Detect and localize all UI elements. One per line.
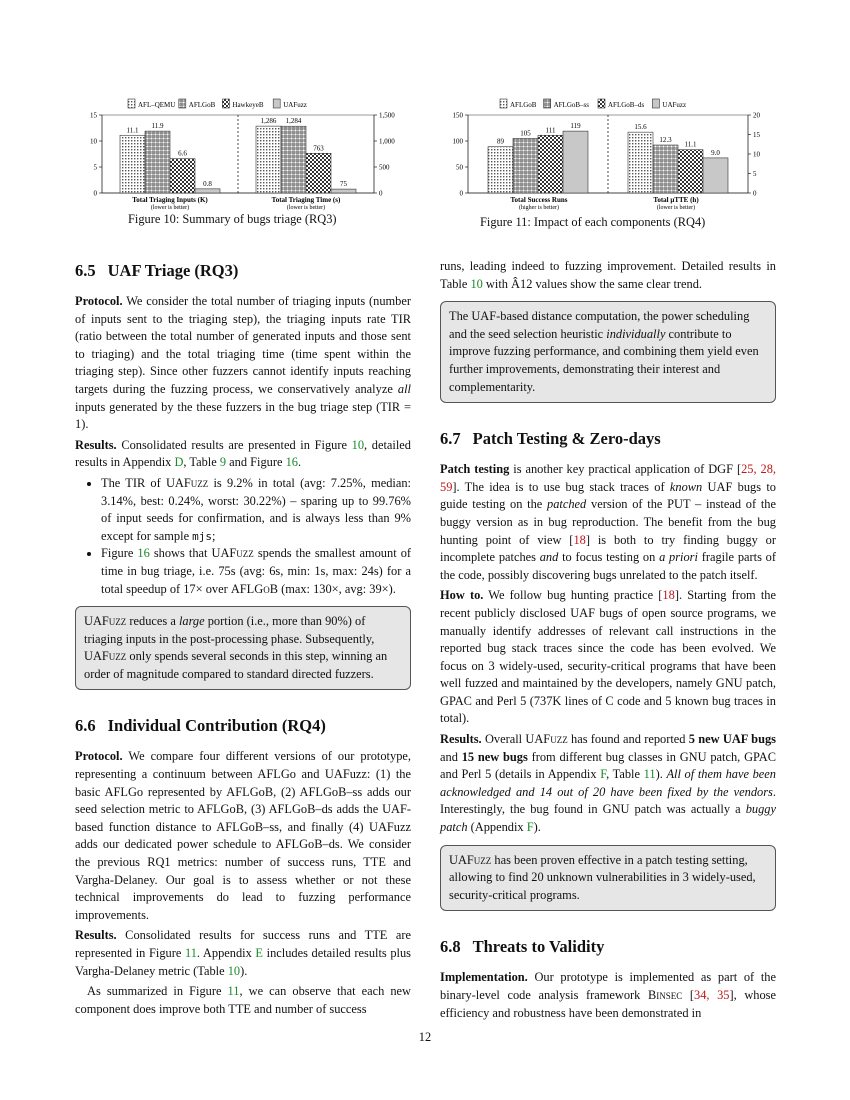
bar bbox=[306, 153, 331, 193]
citation-link[interactable]: 18 bbox=[662, 588, 675, 603]
bar-value-label: 1,286 bbox=[260, 117, 277, 126]
figure-10-caption: Figure 10: Summary of bugs triage (RQ3) bbox=[128, 212, 337, 226]
bar-value-label: 12.3 bbox=[659, 136, 672, 145]
table-link[interactable]: 10 bbox=[470, 276, 483, 291]
bold-text: 15 new bugs bbox=[461, 749, 528, 764]
text: . Interestingly, the bug found in GNU patch was actually a bbox=[440, 784, 776, 817]
emphasis: All of them have been acknowledged and 14 out of 20 have been fixed by the vendors bbox=[440, 767, 776, 799]
text: . bbox=[297, 455, 302, 470]
text: , Table bbox=[183, 455, 220, 470]
legend-swatch bbox=[544, 99, 551, 108]
right-tick-label: 5 bbox=[753, 170, 757, 178]
bar-value-label: 105 bbox=[520, 129, 531, 138]
right-tick-label: 20 bbox=[753, 111, 760, 120]
tool-name: AFLGoB bbox=[230, 581, 278, 596]
citation-link[interactable]: 18 bbox=[573, 532, 586, 547]
emphasis: patched bbox=[547, 497, 587, 512]
bar-value-label: 119 bbox=[570, 122, 581, 131]
text: Consolidated results are presented in Figure bbox=[116, 437, 352, 452]
figure-11-group1-label: Total Success Runs bbox=[510, 196, 568, 204]
emphasis: and bbox=[539, 550, 559, 565]
text: is another key practical application of DGF [ bbox=[509, 462, 742, 477]
right-column bbox=[440, 258, 776, 1025]
run-in-label: Results. bbox=[75, 437, 117, 452]
legend-swatch bbox=[273, 99, 280, 108]
text: We consider the total number of triaging inputs (number of inputs sent to the triaging step), the triaging inputs rate TIR (ratio between the total number of generated inputs and those sent to triaging) and the total triaging time (time spent within the triaging step). Since other fuzzers cannot identify inputs reaching targets during the fuzzing process, we conservatively analyze bbox=[75, 294, 411, 396]
left-tick-label: 150 bbox=[452, 111, 463, 120]
right-tick-label: 1,000 bbox=[379, 137, 395, 146]
left-tick-label: 0 bbox=[93, 189, 97, 198]
run-in-label: Results. bbox=[440, 732, 482, 747]
table-link[interactable]: 9 bbox=[219, 455, 227, 470]
bar bbox=[145, 131, 170, 193]
text: from different bug classes in GNU patch, GPAC and Perl 5 (details in Appendix bbox=[440, 749, 776, 782]
bar-value-label: 75 bbox=[340, 180, 347, 189]
list-item bbox=[101, 545, 411, 598]
text: has been proven effective in a patch testing setting, allowing to find 20 unknown vulnerabilities in 3 widely-used, security-critical programs. bbox=[449, 852, 756, 902]
bar-value-label: 15.6 bbox=[634, 123, 647, 132]
figure-10-legend bbox=[128, 99, 307, 109]
run-in-label: How to. bbox=[440, 588, 484, 603]
legend-label: UAFuzz bbox=[662, 101, 687, 109]
left-tick-label: 100 bbox=[452, 137, 463, 146]
bar-value-label: 763 bbox=[313, 144, 324, 153]
section-6-8-heading bbox=[440, 937, 776, 957]
legend-swatch bbox=[222, 99, 229, 108]
bar-value-label: 11.1 bbox=[126, 126, 139, 135]
legend-swatch bbox=[652, 99, 659, 108]
left-tick-label: 0 bbox=[459, 189, 463, 198]
tool-name: UAFuzz bbox=[84, 614, 127, 629]
text: has found and reported bbox=[567, 732, 689, 747]
figure-11-group2-label: Total μTTE (h) bbox=[653, 196, 699, 204]
run-in-label: Results. bbox=[75, 928, 117, 943]
text: (max: 130×, avg: 39×). bbox=[277, 581, 396, 596]
table-link[interactable]: 11 bbox=[643, 767, 656, 782]
appendix-link[interactable]: E bbox=[255, 946, 263, 960]
emphasis: known bbox=[669, 479, 703, 494]
bar bbox=[653, 145, 678, 193]
text: UAF bugs to guide testing on the bbox=[440, 479, 776, 512]
legend-label: AFLGoB bbox=[188, 101, 216, 109]
tool-name: UAFuzz bbox=[449, 852, 492, 867]
figure-11-group2-sub: (lower is better) bbox=[656, 205, 696, 211]
bar bbox=[628, 132, 653, 193]
section-6-5-heading bbox=[75, 261, 411, 281]
text: We follow bug hunting practice [ bbox=[483, 588, 663, 603]
appendix-link[interactable]: D bbox=[174, 455, 184, 470]
legend-swatch bbox=[598, 99, 605, 108]
figure-link[interactable]: 16 bbox=[285, 455, 298, 470]
figure-11-chart bbox=[440, 95, 780, 215]
figure-link[interactable]: 11 bbox=[184, 946, 197, 960]
text: (Appendix bbox=[467, 820, 527, 835]
citation-link[interactable]: 25, 28, 59 bbox=[440, 462, 776, 494]
bar bbox=[256, 126, 281, 193]
text: , we can observe that each new component does improve both TTE and number of success bbox=[75, 984, 411, 1016]
bar bbox=[120, 135, 145, 193]
run-in-label: Implementation. bbox=[440, 970, 528, 985]
legend-swatch bbox=[179, 99, 186, 108]
left-tick-label: 15 bbox=[90, 111, 97, 120]
emphasis: individually bbox=[606, 326, 666, 341]
text: reduces a bbox=[126, 614, 179, 629]
bar bbox=[513, 138, 538, 193]
text: Consolidated results for success runs and TTE are represented in Figure bbox=[75, 928, 411, 960]
figure-link[interactable]: 10 bbox=[351, 437, 365, 452]
paragraph bbox=[75, 927, 411, 980]
text: ]. The idea is to use bug stack traces of bbox=[452, 479, 670, 494]
citation-link[interactable]: 34, 35 bbox=[694, 988, 730, 1002]
text: and Figure bbox=[226, 455, 286, 470]
figure-10-group1-sub: (lower is better) bbox=[150, 205, 190, 211]
text: ). bbox=[533, 820, 541, 835]
text: ; bbox=[212, 528, 216, 543]
text: includes detailed results plus Vargha-Delaney metric (Table bbox=[75, 946, 411, 978]
appendix-link[interactable]: F bbox=[526, 820, 534, 835]
right-tick-label: 15 bbox=[753, 131, 760, 139]
text: shows that bbox=[149, 546, 212, 561]
section-6-7-heading bbox=[440, 429, 776, 449]
text: ). bbox=[655, 767, 667, 782]
text: The TIR of bbox=[101, 475, 166, 490]
bar bbox=[678, 150, 703, 193]
bar-value-label: 1,284 bbox=[285, 117, 302, 126]
bar-value-label: 0.8 bbox=[203, 179, 212, 188]
bar bbox=[281, 126, 306, 193]
bar bbox=[488, 147, 513, 193]
figure-link[interactable]: 11 bbox=[227, 984, 240, 999]
bar-value-label: 11.1 bbox=[684, 140, 697, 149]
text: inputs generated by the these fuzzers in the bug triage step (TIR = 1). bbox=[75, 399, 411, 432]
paragraph bbox=[440, 258, 776, 293]
section-6-6-heading bbox=[75, 716, 411, 736]
legend-label: AFLGoB–ss bbox=[553, 101, 590, 109]
section-title: Threats to Validity bbox=[472, 937, 605, 957]
figure-link[interactable]: 16 bbox=[137, 546, 150, 561]
text: As summarized in Figure bbox=[87, 984, 228, 999]
paragraph bbox=[440, 969, 776, 1022]
paragraph bbox=[75, 748, 411, 924]
text: Overall bbox=[481, 732, 526, 747]
section-number: 6.8 bbox=[440, 937, 461, 957]
figure-11-caption: Figure 11: Impact of each components (RQ4) bbox=[480, 215, 706, 229]
text: , Table bbox=[606, 767, 644, 782]
takeaway-box bbox=[440, 301, 776, 403]
bold-text: 5 new UAF bugs bbox=[688, 732, 776, 747]
paragraph bbox=[440, 461, 776, 584]
run-in-label: Patch testing bbox=[440, 462, 510, 477]
list-item bbox=[101, 475, 411, 545]
bar bbox=[703, 158, 728, 193]
bullet-list bbox=[75, 475, 411, 598]
tool-name: Binsec bbox=[647, 988, 683, 1002]
text: contribute to improve fuzzing performance, and combining them yield even further improvements, demonstrating their interest and complementarity. bbox=[449, 326, 759, 394]
tool-name: UAFuzz bbox=[165, 475, 209, 490]
left-tick-label: 10 bbox=[90, 137, 97, 146]
figure-10-group2-label: Total Triaging Time (s) bbox=[271, 196, 341, 204]
right-tick-label: 10 bbox=[753, 150, 760, 159]
right-tick-label: 0 bbox=[753, 189, 757, 198]
emphasis: all bbox=[397, 381, 411, 396]
legend-label: AFLGoB–ds bbox=[608, 101, 645, 109]
legend-label: AFL–QEMU bbox=[138, 101, 176, 109]
tool-name: UAFuzz bbox=[525, 732, 568, 747]
text: version of the PUT – instead of the buggy version as in bug reproduction. The benefit from the bug hunting point of view [ bbox=[440, 497, 776, 547]
text: , detailed results in Appendix bbox=[75, 437, 411, 470]
bar bbox=[538, 135, 563, 193]
text: portion (i.e., more than 90%) of triaging inputs in the post-processing phase. Subsequently, bbox=[84, 614, 375, 646]
figure-10-group1-label: Total Triaging Inputs (K) bbox=[132, 196, 208, 204]
bar-value-label: 89 bbox=[497, 137, 504, 146]
bar bbox=[195, 189, 220, 193]
section-title: Patch Testing & Zero-days bbox=[472, 429, 661, 449]
run-in-label: Protocol. bbox=[75, 294, 123, 308]
bar-value-label: 9.0 bbox=[711, 148, 720, 157]
code: mjs bbox=[192, 529, 213, 543]
left-tick-label: 50 bbox=[456, 163, 463, 172]
text: . Appendix bbox=[196, 946, 256, 960]
bar bbox=[331, 189, 356, 193]
figure-11-legend bbox=[500, 99, 686, 109]
right-tick-label: 0 bbox=[379, 189, 383, 198]
paragraph bbox=[75, 437, 411, 472]
paragraph bbox=[75, 293, 411, 434]
section-number: 6.6 bbox=[75, 716, 96, 736]
text: Figure bbox=[101, 546, 138, 561]
takeaway-box bbox=[75, 606, 411, 690]
figure-10-chart bbox=[80, 95, 420, 215]
left-column bbox=[75, 255, 411, 1021]
appendix-link[interactable]: F bbox=[600, 767, 607, 782]
figure-11-group1-sub: (higher is better) bbox=[519, 205, 559, 211]
emphasis: buggy patch bbox=[440, 802, 776, 835]
bar-value-label: 111 bbox=[545, 126, 556, 135]
legend-swatch bbox=[500, 99, 507, 108]
table-link[interactable]: 10 bbox=[227, 963, 241, 978]
section-title: Individual Contribution (RQ4) bbox=[107, 716, 326, 736]
figure-10-group2-sub: (lower is better) bbox=[286, 205, 326, 211]
legend-label: UAFuzz bbox=[283, 101, 307, 109]
emphasis: large bbox=[178, 614, 205, 629]
text: Our prototype is implemented as part of the binary-level code analysis framework bbox=[440, 970, 776, 1002]
text: to focus testing on bbox=[558, 550, 660, 565]
text: ], whose efficiency and robustness have been demonstrated in bbox=[440, 988, 776, 1020]
text: The UAF-based distance computation, the power scheduling and the seed selection heuristic bbox=[449, 309, 750, 341]
text: We compare four different versions of our prototype, representing a continuum between AFLGo and UAFuzz: (1) the basic AFLGo represented by AFLGoB, (2) AFLGoB–ss adds our seed selection metric to AFLGoB, (3) AFLGoB–ds adds the UAF-based function distance to AFLGoB–ss, and finally (4) UAFuzz adds our dedicated power schedule to AFLGoB–ds. We consider the previous RQ1 metrics: number of success runs, TTE and Vargha-Delaney. Our goal is to assess whether or not these technical improvements do lead to fuzzing performance improvements. bbox=[75, 749, 411, 922]
tool-name: UAFuzz bbox=[84, 649, 127, 664]
page-number: 12 bbox=[418, 1030, 432, 1044]
text: with Â12 values show the same clear trend. bbox=[482, 276, 703, 291]
text: only spends several seconds in this step, winning an order of magnitude compared to standard directed fuzzers. bbox=[84, 649, 388, 681]
paragraph bbox=[440, 731, 776, 837]
text: spends the smallest amount of time in bug triage, i.e. 75s (avg: 6s, min: 1s, max: 24s) for a total speedup of 17× over bbox=[101, 546, 412, 596]
emphasis: a priori bbox=[659, 550, 698, 565]
legend-label: HawkeyeB bbox=[232, 101, 264, 109]
text: runs, leading indeed to fuzzing improvement. Detailed results in Table bbox=[440, 259, 776, 291]
tool-name: UAFuzz bbox=[211, 546, 254, 561]
section-number: 6.7 bbox=[440, 429, 461, 449]
paragraph bbox=[75, 983, 411, 1018]
text: is 9.2% in total (avg: 7.25%, median: 3.14%, best: 0.24%, worst: 30.22%) – sparing up to 99.76% of input seeds for confirmation, and is always less than 9% except for sample bbox=[101, 475, 411, 543]
bar-value-label: 11.9 bbox=[151, 122, 164, 131]
text: [ bbox=[682, 988, 694, 1002]
text: ). bbox=[240, 963, 248, 978]
text: fragile parts of the code, possibly discovering bugs unrelated to the patch itself. bbox=[440, 550, 776, 582]
takeaway-box bbox=[440, 845, 776, 912]
bar bbox=[170, 159, 195, 193]
bar-value-label: 6.6 bbox=[178, 149, 187, 158]
left-tick-label: 5 bbox=[93, 163, 97, 172]
section-number: 6.5 bbox=[75, 261, 96, 280]
text: ] is both to try finding buggy or incomplete patches bbox=[440, 532, 776, 565]
legend-label: AFLGoB bbox=[510, 101, 537, 109]
right-tick-label: 1,500 bbox=[379, 111, 395, 120]
paragraph bbox=[440, 587, 776, 728]
text: ]. Starting from the recent publicly disclosed UAF bugs of open source programs, we manually identify addresses of relevant call instructions in the reported bug stack traces since the code has been evolved. We focus on 3 widely-used, security-critical programs that have been well fuzzed and maintained by the developers, namely GNU patch, GPAC and Perl 5 (737K lines of C code and 5 known bug traces in total). bbox=[440, 588, 776, 726]
legend-swatch bbox=[128, 99, 135, 108]
bar bbox=[563, 131, 588, 193]
run-in-label: Protocol. bbox=[75, 749, 123, 764]
right-tick-label: 500 bbox=[379, 163, 390, 172]
section-title: UAF Triage (RQ3) bbox=[107, 261, 239, 280]
text: and bbox=[440, 749, 462, 764]
